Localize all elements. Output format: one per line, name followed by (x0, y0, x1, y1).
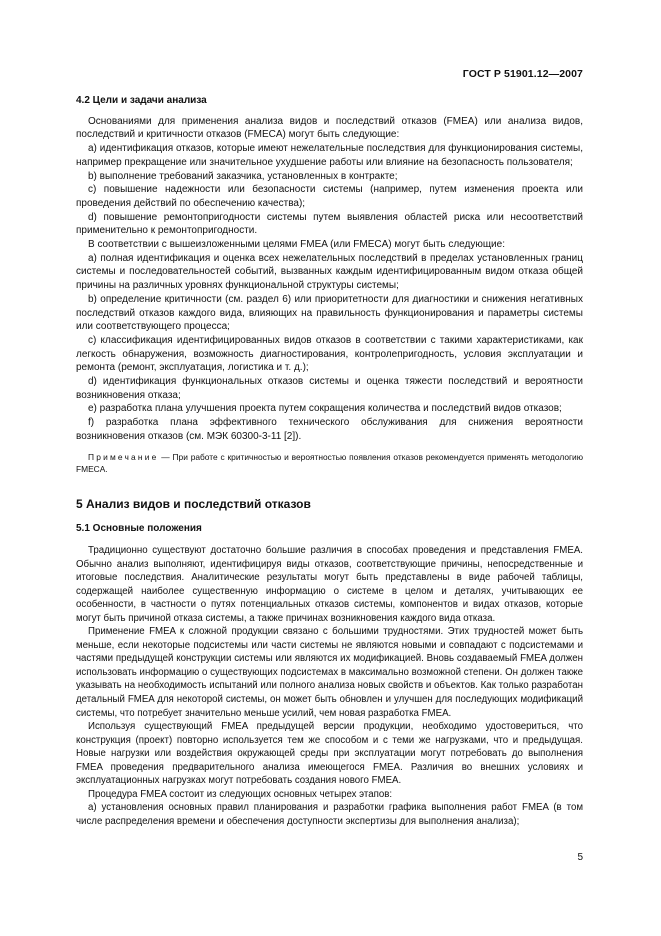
list-item-f: f) разработка плана эффективного технического обслуживания для снижения вероятности возникновения отказов (см. МЭК 60300-3-11 [2]). (76, 417, 583, 442)
note-label: Примечание (88, 451, 159, 462)
subsection-heading-5-1: 5.1 Основные положения (76, 523, 202, 535)
list-item-b: b) определение критичности (см. раздел 6) или приоритетности для диагностики и снижения негативных последствий отказов каждого вида, влияющих на правильность функционирования и параметры системы или соответствующего процесса; (76, 293, 583, 333)
list-item-a: а) установления основных правил планирования и разработки графика выполнения работ FMEA (в том числе распределения времени и обеспечения доступности экспертизы для выполнения анализа); (76, 802, 583, 827)
document-standard-id: ГОСТ Р 51901.12—2007 (462, 68, 583, 80)
page-number: 5 (577, 852, 583, 863)
note (76, 451, 583, 475)
list-item-d: d) идентификация функциональных отказов системы и оценка тяжести последствий и вероятности возникновения отказа; (76, 376, 583, 401)
list-item-c: c) повышение надежности или безопасности системы (например, путем изменения проекта или проведения действий по обеспечению качества); (76, 184, 583, 209)
paragraph: Используя существующий FMEA предыдущей версии продукции, необходимо удостовериться, что конструкция (проект) повторно используется тем же способом и с теми же нагрузками, что и предыдущая. Новые нагрузки или воздействия окружающей среды при эксплуатации могут потребовать до выполнения FMEA проведения предварительного анализа имеющегося FMEA. Различия во внешних условиях и эксплуатационных нагрузках могут потребовать создания нового FMEA. (76, 721, 583, 787)
list-item-c: c) классификация идентифицированных видов отказов в соответствии с такими характеристиками, как легкость обнаружения, возможность диагностирования, контролепригодность, условия эксплуатации и ремонта (ремонт, эксплуатация, логистика и т. д.); (76, 334, 583, 374)
list-item-e: e) разработка плана улучшения проекта путем сокращения количества и последствий видов отказов; (88, 403, 562, 415)
paragraph: Основаниями для применения анализа видов и последствий отказов (FMEA) или анализа видов, последствий и критичности отказов (FMECA) могут быть следующие: (76, 115, 583, 141)
subsection-heading-4-2: 4.2 Цели и задачи анализа (76, 95, 207, 106)
paragraph: В соответствии с вышеизложенными целями FMEA (или FMECA) могут быть следующие: (88, 239, 505, 251)
page-content (76, 94, 583, 828)
paragraph: Процедура FMEA состоит из следующих основных четырех этапов: (88, 788, 393, 800)
note-text: — При работе с критичностью и вероятностью появления отказов рекомендуется применять методологию FMECA. (76, 451, 583, 474)
list-item-a: а) полная идентификация и оценка всех нежелательных последствий в пределах установленных границ системы и последовательностей событий, вызванных каждым идентифицированным видом отказа общей причины на различных уровнях функциональной структуры системы; (76, 252, 583, 292)
paragraph: Применение FMEA к сложной продукции связано с большими трудностями. Этих трудностей может быть меньше, если некоторые подсистемы или части системы не являются новыми и совпадают с подсистемами и частями предыдущей конструкции системы или являются их модификацией. Вновь создаваемый FMEA должен использовать информацию о существующих подсистемах в максимально возможной степени. Он должен также указывать на необходимость испытаний или полного анализа новых свойств и объектов. Как только разработан детальный FMEA для некоторой системы, он может быть обновлен и улучшен для последующих модификаций системы, что потребует значительно меньше усилий, чем новая разработка FMEA. (76, 626, 583, 719)
list-item-b: b) выполнение требований заказчика, установленных в контракте; (88, 170, 398, 182)
section-heading-5: 5 Анализ видов и последствий отказов (76, 496, 311, 511)
list-item-d: d) повышение ремонтопригодности системы путем выявления областей риска или несоответствий применительно к ремонтопригодности. (76, 211, 583, 237)
paragraph: Традиционно существуют достаточно большие различия в способах проведения и представления FMEA. Обычно анализ выполняют, идентифицируя виды отказов, соответствующие причины, непосредственные и итоговые последствия. Аналитические результаты могут быть представлены в виде рабочей таблицы, содержащей наиболее существенную информацию о системе в целом и деталях, учитывающих ее особенности, в частности о путях потенциальных отказов системы, компонентов и видах отказов, которые могут быть причиной отказа системы, а также причинах возникновения каждого вида отказа. (76, 544, 583, 624)
list-item-a: а) идентификация отказов, которые имеют нежелательные последствия для функционирования системы, например прекращение или значительное ухудшение работы или влияние на безопасность пользователя; (76, 143, 583, 168)
